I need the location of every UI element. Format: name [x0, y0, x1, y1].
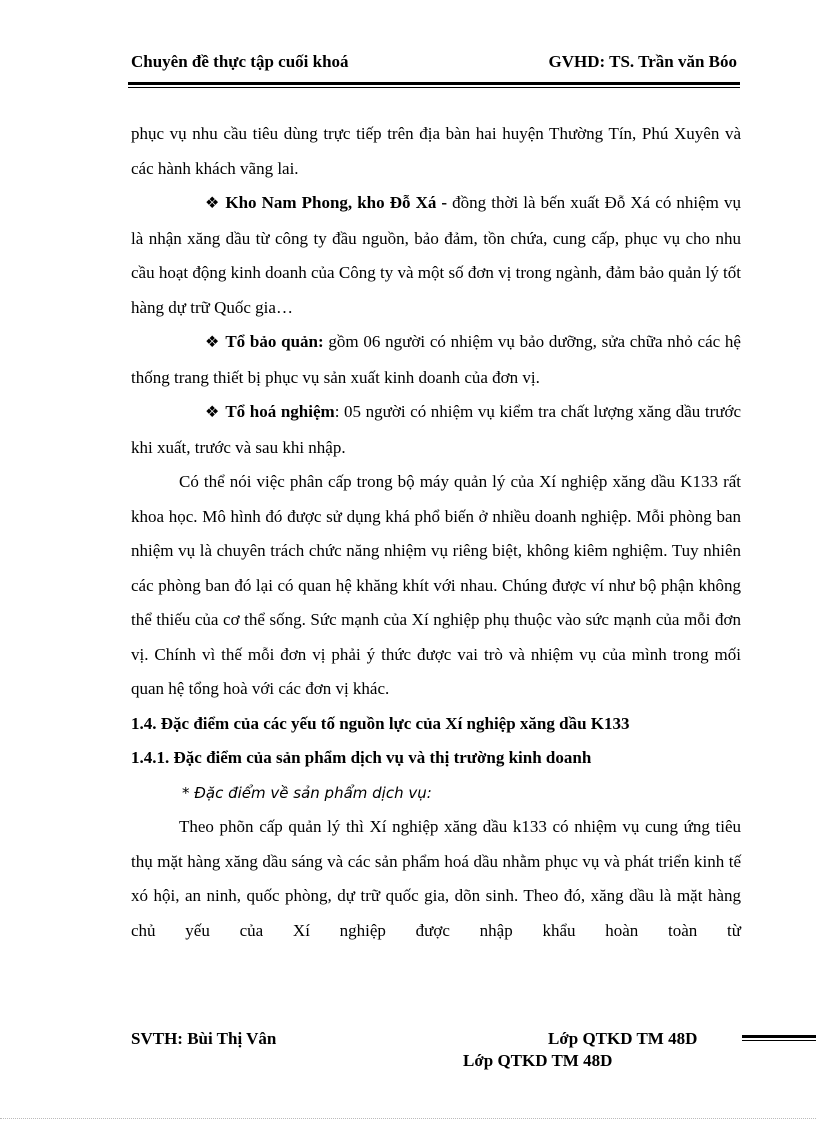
footer-class-repeat: Lớp QTKD TM 48D [463, 1051, 613, 1070]
section-heading: 1.4. Đặc điểm của các yếu tố nguồn lực của Xí nghiệp xăng dầu K133 [131, 713, 630, 733]
header-rule-thick [128, 82, 740, 85]
header-title: Chuyên đề thực tập cuối khoá [131, 52, 349, 71]
subsection-heading: 1.4.1. Đặc điểm của sản phẩm dịch vụ và thị trường kinh doanh [131, 748, 592, 767]
footer-student: SVTH: Bùi Thị Vân [131, 1029, 277, 1048]
bullet-kho-nam-phong [131, 186, 741, 325]
paragraph-continuation: phục vụ nhu cầu tiêu dùng trực tiếp trên địa bàn hai huyện Thường Tín, Phú Xuyên và các hành khách vãng lai. [131, 124, 741, 178]
bullet-text: đồng thời là bến xuất Đỗ Xá có nhiệm vụ là nhận xăng dầu từ công ty đầu nguồn, bảo đảm, tồn chứa, cung cấp, phục vụ cho nhu cầu hoạt động kinh doanh của Công ty và một số đơn vị trong ngành, đảm bảo quản lý tốt hàng dự trữ Quốc gia… [131, 193, 741, 317]
bullet-text: : 05 người có nhiệm vụ kiểm tra chất lượng xăng dầu trước khi xuất, trước và sau khi nhập. [131, 402, 741, 457]
footer-rule-thick [742, 1035, 816, 1038]
bullet-to-bao-quan [131, 325, 741, 395]
diamond-bullet-icon: ❖ [205, 195, 220, 212]
bullet-bold-label: Tổ hoá nghiệm [225, 402, 335, 421]
bullet-bold-label: Tổ bảo quản: [225, 332, 324, 351]
document-body [131, 117, 741, 948]
diamond-bullet-icon: ❖ [205, 404, 220, 421]
footer-rule-thin [742, 1040, 816, 1041]
bullet-to-hoa-nghiem [131, 395, 741, 465]
bullet-bold-label: Kho Nam Phong, kho Đỗ Xá - [225, 193, 448, 212]
paragraph-products: Theo phõn cấp quản lý thì Xí nghiệp xăng dầu k133 có nhiệm vụ cung ứng tiêu thụ mặt hàng xăng dầu sáng và các sản phẩm hoá dầu nhằm phục vụ và phát triển kinh tế xó hội, an ninh, quốc phòng, dự trữ quốc gia, dõn sinh. Theo đó, xăng dầu là mặt hàng chủ yếu của Xí nghiệp được nhập khẩu hoàn toàn từ [131, 817, 741, 940]
header-rule-thin [128, 87, 740, 88]
footer-class: Lớp QTKD TM 48D [548, 1029, 698, 1048]
paragraph-management: Có thể nói việc phân cấp trong bộ máy quản lý của Xí nghiệp xăng dầu K133 rất khoa học. Mô hình đó được sử dụng khá phổ biến ở nhiều doanh nghiệp. Mỗi phòng ban nhiệm vụ là chuyên trách chức năng nhiệm vụ riêng biệt, không kiêm nghiệm. Tuy nhiên các phòng ban đó lại có quan hệ khăng khít với nhau. Chúng được ví như bộ phận không thể thiếu của cơ thể sống. Sức mạnh của Xí nghiệp phụ thuộc vào sức mạnh của mỗi đơn vị. Chính vì thế mỗi đơn vị phải ý thức được vai trò và nhiệm vụ của mình trong mối quan hệ tổng hoà với các đơn vị khác. [131, 472, 741, 698]
diamond-bullet-icon: ❖ [205, 334, 220, 351]
header-advisor: GVHD: TS. Trần văn Bóo [548, 52, 737, 71]
bullet-text: gồm 06 người có nhiệm vụ bảo dưỡng, sửa chữa nhỏ các hệ thống trang thiết bị phục vụ sản xuất kinh doanh của đơn vị. [131, 332, 741, 387]
page-boundary [0, 1118, 816, 1119]
subheading-italic: * Đặc điểm về sản phẩm dịch vụ: [182, 783, 432, 802]
page-header [131, 52, 737, 72]
